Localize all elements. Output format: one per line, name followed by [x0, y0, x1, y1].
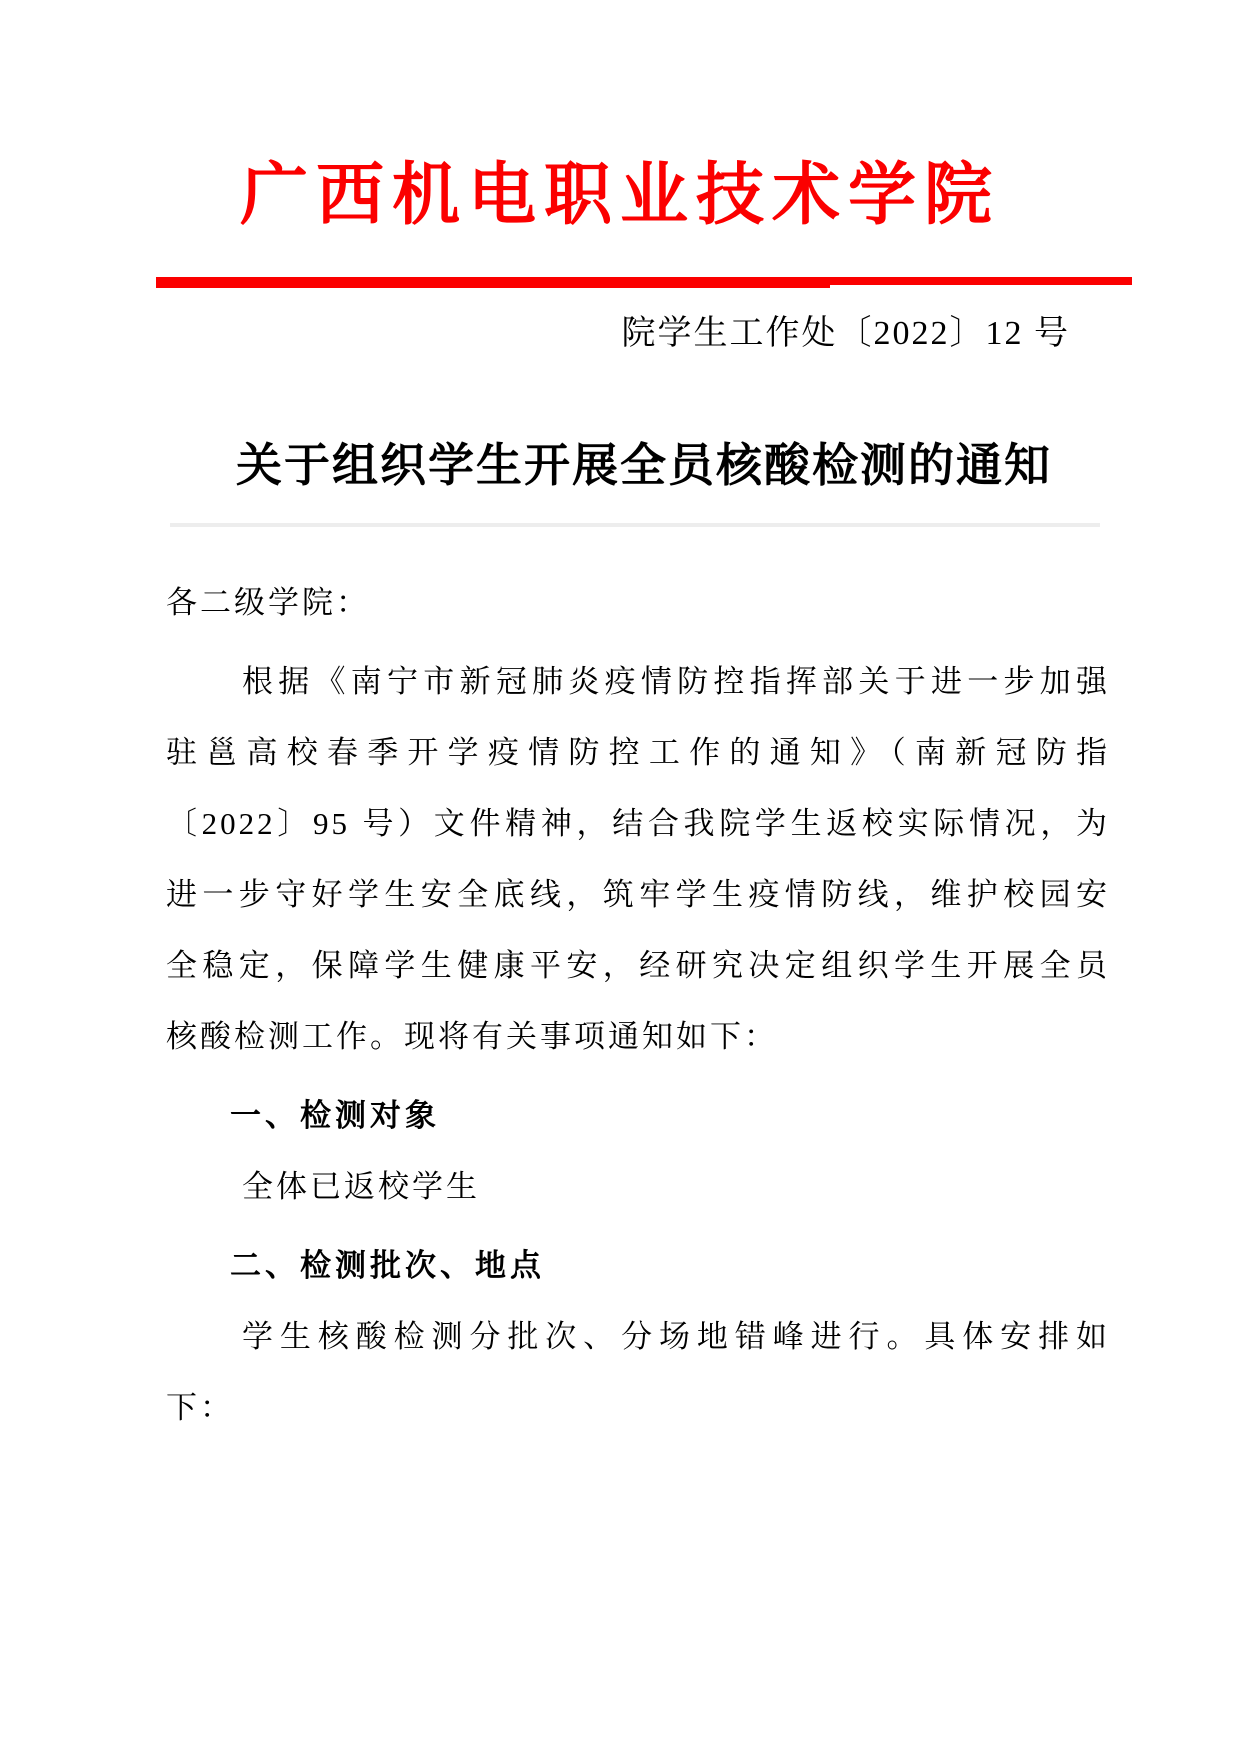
document-body — [166, 567, 1110, 1443]
body-line: 根据《南宁市新冠肺炎疫情防控指挥部关于进一步加强 — [242, 664, 1110, 699]
body-line: 驻邕高校春季开学疫情防控工作的通知》（南新冠防指 — [166, 735, 1110, 770]
section-heading-1: 一、检测对象 — [230, 1098, 440, 1133]
red-rule-right-segment — [830, 277, 1132, 285]
document-title: 关于组织学生开展全员核酸检测的通知 — [236, 440, 1052, 491]
body-line: 进一步守好学生安全底线，筑牢学生疫情防线，维护校园安 — [166, 877, 1110, 912]
letterhead-school-name: 广西机电职业技术学院 — [239, 157, 1000, 233]
section-1-content: 全体已返校学生 — [242, 1169, 480, 1204]
body-line: 全稳定，保障学生健康平安，经研究决定组织学生开展全员 — [166, 948, 1110, 983]
body-line: 〔2022〕95 号）文件精神，结合我院学生返校实际情况，为 — [166, 806, 1110, 841]
section-2-content-cont: 下： — [166, 1390, 234, 1425]
letterhead-red-rule — [156, 277, 1132, 288]
red-rule-left-segment — [156, 277, 830, 288]
title-divider — [170, 523, 1100, 527]
section-heading-2: 二、检测批次、地点 — [230, 1248, 545, 1283]
body-line: 核酸检测工作。现将有关事项通知如下： — [166, 1019, 778, 1054]
section-2-content: 学生核酸检测分批次、分场地错峰进行。具体安排如 — [242, 1319, 1110, 1354]
document-number: 院学生工作处〔2022〕12 号 — [621, 315, 1070, 352]
salutation-line: 各二级学院： — [166, 585, 370, 620]
